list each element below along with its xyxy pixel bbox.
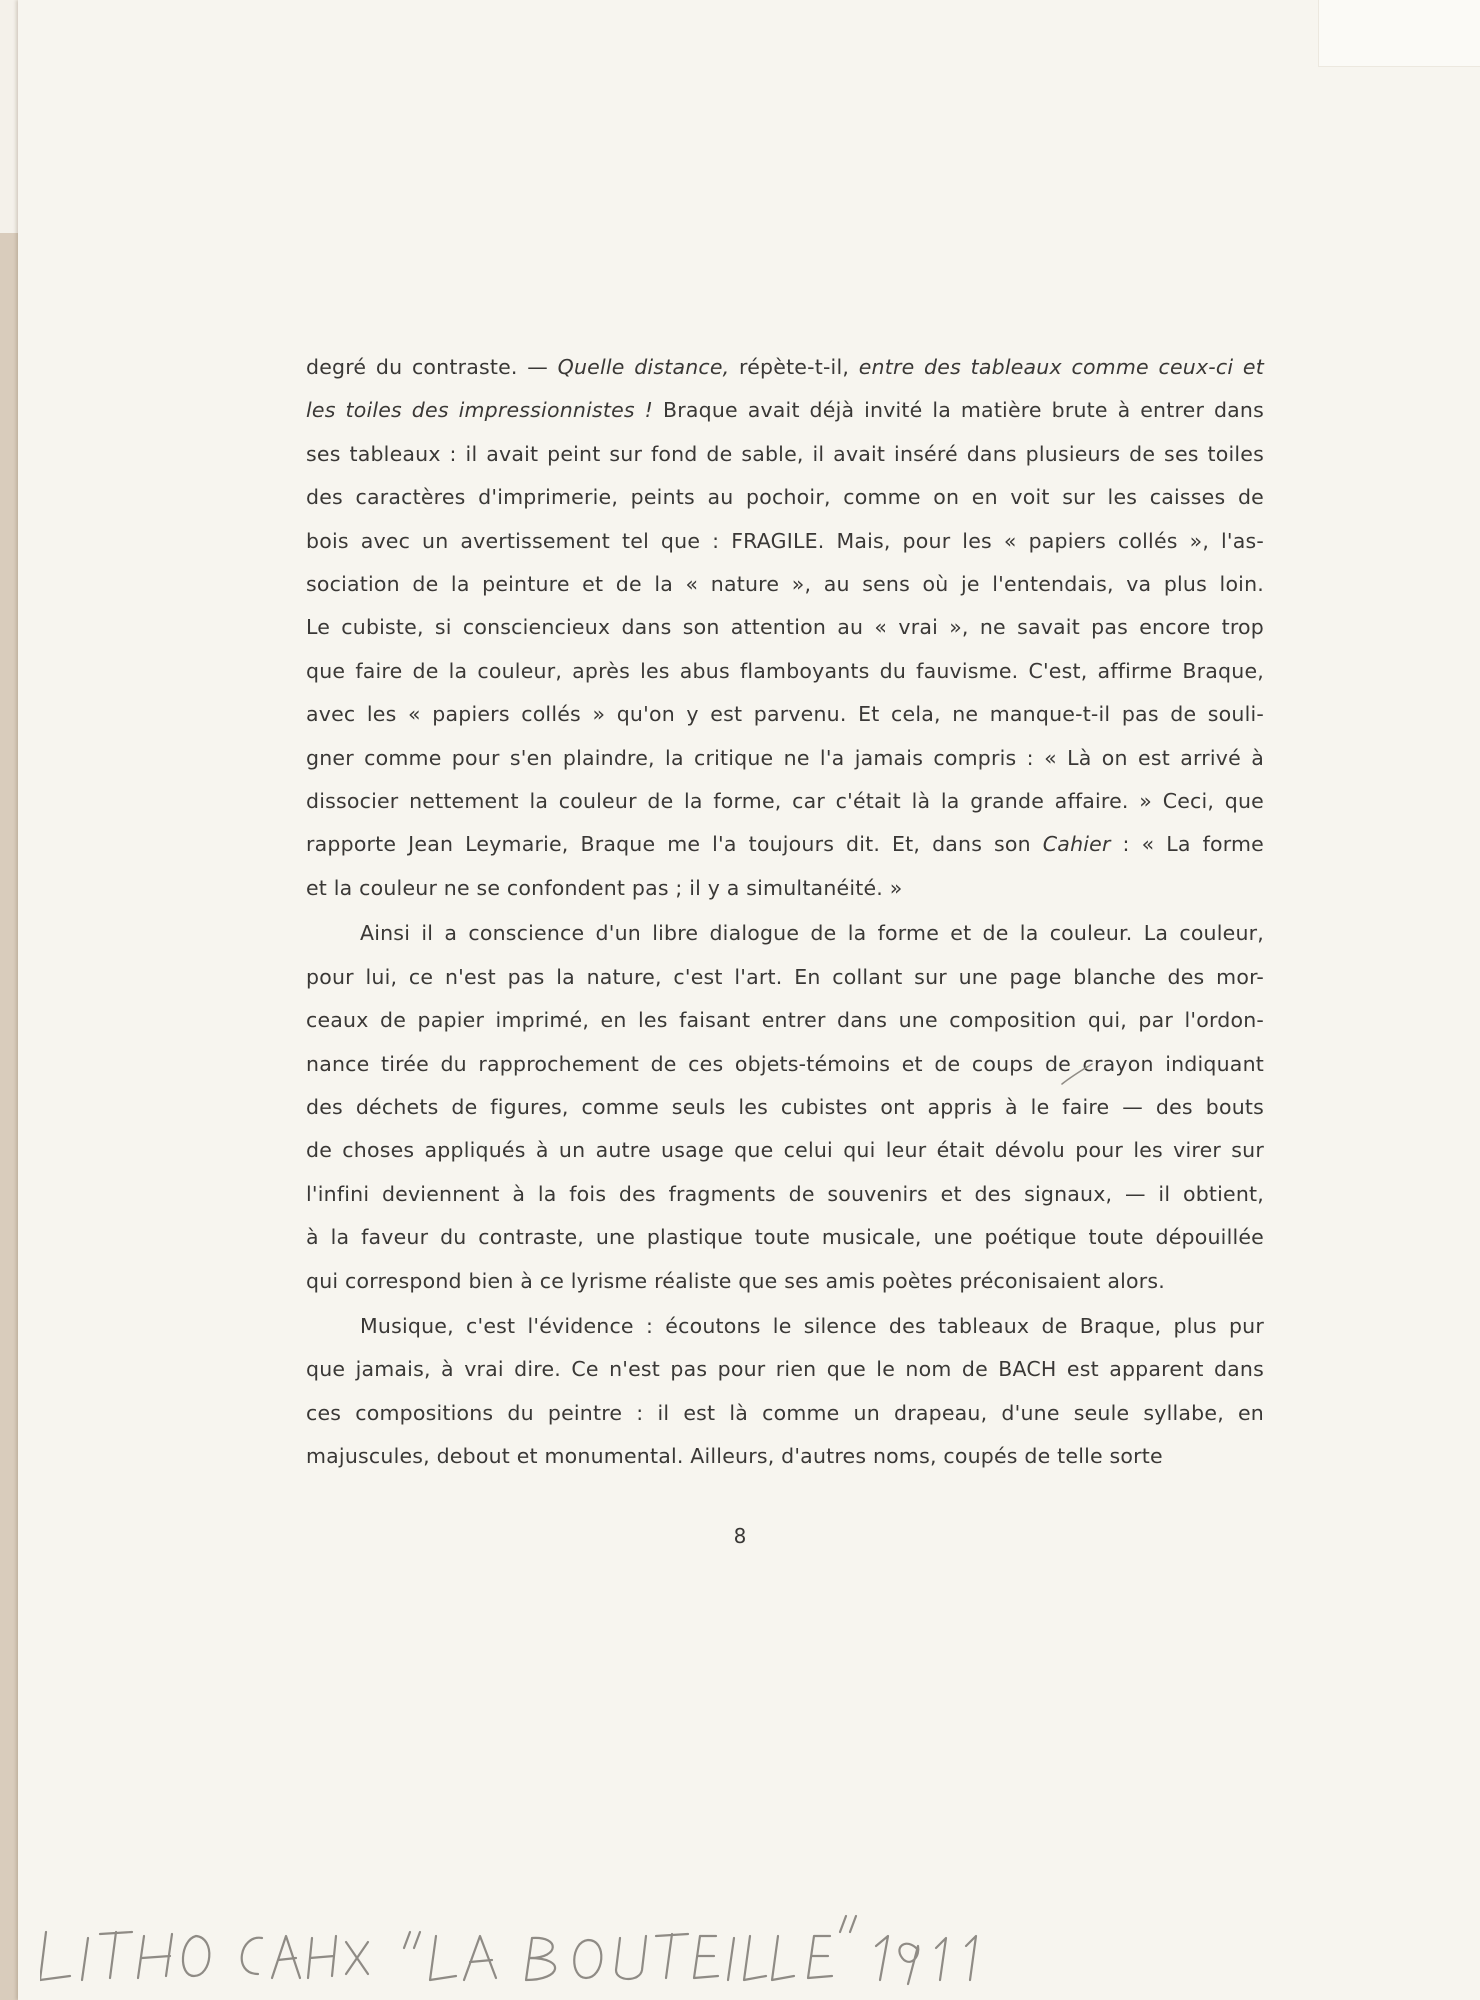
text-line bbox=[306, 389, 1264, 432]
text-line bbox=[306, 867, 1264, 910]
paper-tab bbox=[1318, 0, 1480, 67]
text-line bbox=[306, 1086, 1264, 1129]
text-line bbox=[306, 1043, 1264, 1086]
text-line bbox=[306, 693, 1264, 736]
text-line bbox=[306, 433, 1264, 476]
text-line bbox=[306, 999, 1264, 1042]
text-run: ses tableaux : il avait peint sur fond de sable, il avait inséré dans plusieurs de ses toiles bbox=[306, 441, 1264, 466]
text-line bbox=[306, 1216, 1264, 1259]
text-run: que faire de la couleur, après les abus flamboyants du fauvisme. C'est, affirme Braque, bbox=[306, 658, 1264, 683]
text-run: et la couleur ne se confondent pas ; il y a simultanéité. » bbox=[306, 875, 903, 900]
text-run: de choses appliqués à un autre usage que celui qui leur était dévolu pour les virer sur bbox=[306, 1138, 1264, 1163]
text-run: que jamais, à vrai dire. Ce n'est pas pour rien que le nom de BACH est apparent dans bbox=[306, 1357, 1264, 1382]
text-run: ceaux de papier imprimé, en les faisant entrer dans une composition qui, par l'ordon- bbox=[306, 1008, 1264, 1033]
text-run: Braque avait déjà invité la matière brute à entrer dans bbox=[653, 398, 1264, 423]
text-line bbox=[306, 1435, 1264, 1478]
text-run: des caractères d'imprimerie, peints au pochoir, comme on en voit sur les caisses de bbox=[306, 485, 1264, 510]
italic-text: Quelle distance, bbox=[557, 355, 730, 379]
text-run: : « La forme bbox=[1110, 832, 1264, 857]
page-number: 8 bbox=[733, 1524, 747, 1548]
text-line bbox=[306, 1392, 1264, 1435]
text-run: avec les « papiers collés » qu'on y est parvenu. Et cela, ne manque-t-il pas de souli- bbox=[306, 702, 1264, 727]
text-line bbox=[306, 520, 1264, 563]
text-line bbox=[306, 1348, 1264, 1391]
text-run: l'infini deviennent à la fois des fragments de souvenirs et des signaux, — il obtient, bbox=[306, 1181, 1264, 1206]
text-run: à la faveur du contraste, une plastique toute musicale, une poétique toute dépouillée bbox=[306, 1225, 1264, 1250]
text-run: gner comme pour s'en plaindre, la critique ne l'a jamais compris : « Là on est arrivé à bbox=[306, 745, 1264, 770]
text-line bbox=[306, 606, 1264, 649]
text-run: des déchets de figures, comme seuls les cubistes ont appris à le faire — des bouts bbox=[306, 1094, 1264, 1119]
text-line bbox=[306, 1173, 1264, 1216]
paragraph bbox=[306, 346, 1264, 910]
text-line bbox=[306, 650, 1264, 693]
cardboard-backing bbox=[0, 233, 20, 2000]
text-run: majuscules, debout et monumental. Ailleurs, d'autres noms, coupés de telle sorte bbox=[306, 1444, 1163, 1469]
body-text bbox=[306, 346, 1264, 1479]
pencil-tick-mark bbox=[1058, 1060, 1098, 1090]
text-line bbox=[306, 956, 1264, 999]
text-line bbox=[306, 476, 1264, 519]
text-line bbox=[306, 346, 1264, 389]
text-run: ces compositions du peintre : il est là comme un drapeau, d'une seule syllabe, en bbox=[306, 1400, 1264, 1425]
text-run: Musique, c'est l'évidence : écoutons le silence des tableaux de Braque, plus pur bbox=[360, 1313, 1264, 1338]
italic-text: les toiles des impressionnistes ! bbox=[306, 398, 654, 423]
text-run: dissocier nettement la couleur de la forme, car c'était là la grande affaire. » Ceci, que bbox=[306, 789, 1264, 814]
paragraph bbox=[306, 1305, 1264, 1479]
text-line bbox=[306, 1260, 1264, 1303]
text-run: répète-t-il, bbox=[729, 355, 859, 379]
italic-text: Cahier bbox=[1042, 832, 1111, 857]
pencil-inscription bbox=[40, 1880, 1000, 1990]
text-run: Ainsi il a conscience d'un libre dialogue de la forme et de la couleur. La couleur, bbox=[360, 921, 1264, 946]
text-run: bois avec un avertissement tel que : FRAGILE. Mais, pour les « papiers collés », l'as- bbox=[306, 528, 1264, 553]
text-run: rapporte Jean Leymarie, Braque me l'a toujours dit. Et, dans son bbox=[306, 832, 1043, 857]
text-line bbox=[306, 780, 1264, 823]
text-run: qui correspond bien à ce lyrisme réaliste que ses amis poètes préconisaient alors. bbox=[306, 1268, 1165, 1293]
text-line bbox=[306, 912, 1264, 955]
text-run: sociation de la peinture et de la « nature », au sens où je l'entendais, va plus loin. bbox=[306, 572, 1264, 597]
text-run: degré du contraste. — bbox=[306, 355, 558, 379]
text-line bbox=[306, 737, 1264, 780]
text-line bbox=[306, 1305, 1264, 1348]
text-line bbox=[306, 563, 1264, 606]
paragraph bbox=[306, 912, 1264, 1303]
italic-text: entre des tableaux comme ceux-ci et bbox=[858, 355, 1264, 379]
text-run: nance tirée du rapprochement de ces objets-témoins et de coups de crayon indiquant bbox=[306, 1051, 1264, 1076]
text-line bbox=[306, 1129, 1264, 1172]
text-run: pour lui, ce n'est pas la nature, c'est l'art. En collant sur une page blanche des mor- bbox=[306, 964, 1264, 989]
text-run: Le cubiste, si consciencieux dans son attention au « vrai », ne savait pas encore trop bbox=[306, 615, 1264, 640]
text-line bbox=[306, 823, 1264, 866]
